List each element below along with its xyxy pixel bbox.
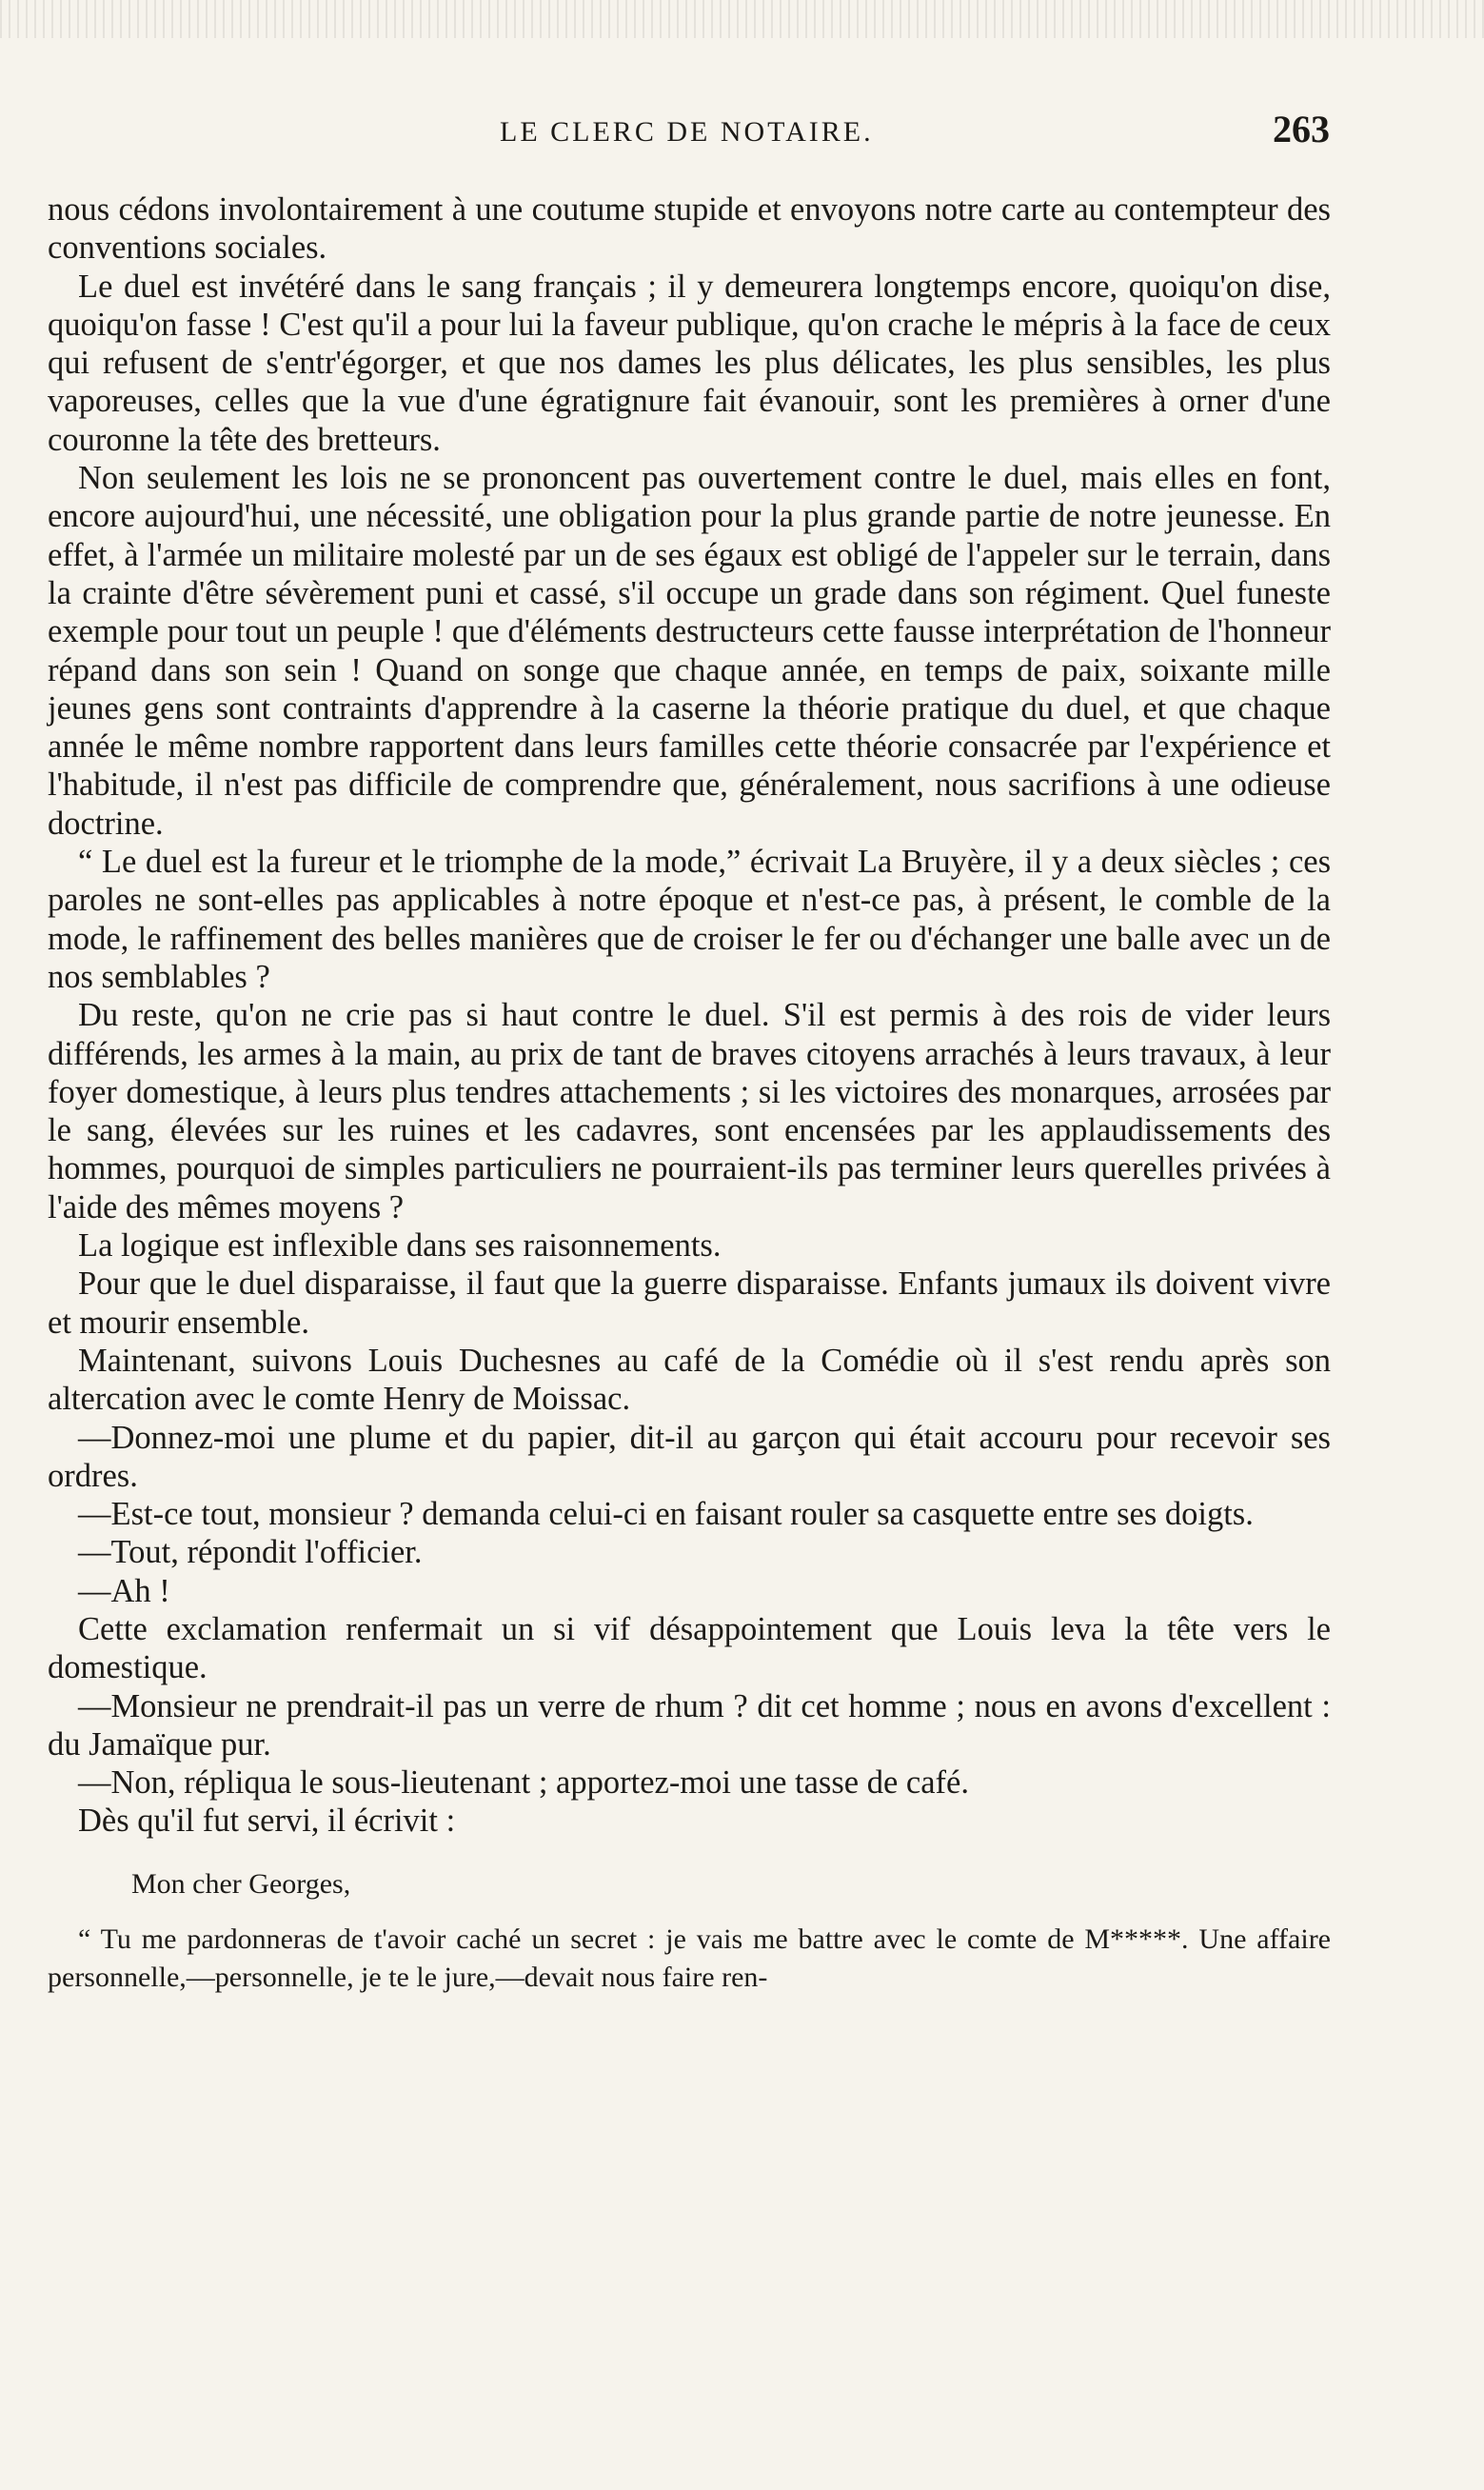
letter-salutation: Mon cher Georges, [131,1867,351,1900]
page-header [0,107,1484,164]
paragraph: Pour que le duel disparaisse, il faut que la guerre disparaisse. Enfants jumaux ils doivent vivre et mourir ensemble. [48,1265,1331,1341]
paragraph: Non seulement les lois ne se prononcent pas ouvertement contre le duel, mais elles en font, encore aujourd'hui, une nécessité, une obligation pour la plus grande partie de notre jeunesse. En effet, à l'armée un militaire molesté par un de ses égaux est obligé de l'appeler sur le terrain, dans la crainte d'être sévèrement puni et cassé, s'il occupe un grade dans son régiment. Quel funeste exemple pour tout un peuple ! que d'éléments destructeurs cette fausse interprétation de l'honneur répand dans son sein ! Quand on songe que chaque année, en temps de paix, soixante mille jeunes gens sont contraints d'apprendre à la caserne la théorie pratique du duel, et que chaque année le même nombre rapportent dans leurs familles cette théorie consacrée par l'expérience et l'habitude, il n'est pas difficile de comprendre que, généralement, nous sacrifions à une odieuse doctrine. [48,460,1331,842]
paragraph: Maintenant, suivons Louis Duchesnes au café de la Comédie où il s'est rendu après son altercation avec le comte Henry de Moissac. [48,1342,1331,1418]
body-text [48,190,1331,1997]
paragraph: Dès qu'il fut servi, il écrivit : [78,1803,456,1840]
paragraph: —Est-ce tout, monsieur ? demanda celui-ci en faisant rouler sa casquette entre ses doigts. [78,1496,1254,1533]
paragraph: —Donnez-moi une plume et du papier, dit-il au garçon qui était accouru pour recevoir ses ordres. [48,1419,1331,1494]
page-number: 263 [1273,108,1330,150]
paragraph: —Non, répliqua le sous-lieutenant ; apportez-moi une tasse de café. [78,1764,969,1802]
paragraph: “ Le duel est la fureur et le triomphe de la mode,” écrivait La Bruyère, il y a deux siècles ; ces paroles ne sont-elles pas applicables à notre époque et n'est-ce pas, à présent, le comble de la mode, le raffinement des belles manières que de croiser le fer ou d'échanger une balle avec un de nos semblables ? [48,844,1331,995]
paragraph: nous cédons involontairement à une coutume stupide et envoyons notre carte au contempteur des conventions sociales. [48,191,1331,267]
running-title: LE CLERC DE NOTAIRE. [500,116,874,148]
paragraph: Le duel est invétéré dans le sang français ; il y demeurera longtemps encore, quoiqu'on dise, quoiqu'on fasse ! C'est qu'il a pour lui la faveur publique, qu'on crache le mépris à la face de ceux qui refusent de s'entr'égorger, et que nos dames les plus délicates, les plus sensibles, les plus vaporeuses, celles que la vue d'une égratignure fait évanouir, sont les premières à orner d'une couronne la tête des bretteurs. [48,268,1331,458]
paragraph: —Monsieur ne prendrait-il pas un verre de rhum ? dit cet homme ; nous en avons d'excellent : du Jamaïque pur. [48,1687,1331,1763]
letter-body: “ Tu me pardonneras de t'avoir caché un secret : je vais me battre avec le comte de M*****. Une affaire personnelle,—personnelle, je te le jure,—devait nous faire ren- [48,1923,1331,1994]
paragraph: Cette exclamation renfermait un si vif désappointement que Louis leva la tête vers le domestique. [48,1610,1331,1686]
paragraph: Du reste, qu'on ne crie pas si haut contre le duel. S'il est permis à des rois de vider leurs différends, les armes à la main, au prix de tant de braves citoyens arrachés à leurs travaux, à leur foyer domestique, à leurs plus tendres attachements ; si les victoires des monarques, arrosées par le sang, élevées sur les ruines et les cadavres, sont encensées par les applaudissements des hommes, pourquoi de simples particuliers ne pourraient-ils pas terminer leurs querelles privées à l'aide des mêmes moyens ? [48,997,1331,1225]
paragraph: —Tout, répondit l'officier. [78,1534,423,1571]
page-top-speckle [0,0,1484,38]
paragraph: —Ah ! [78,1572,170,1609]
paragraph: La logique est inflexible dans ses raisonnements. [78,1227,722,1265]
